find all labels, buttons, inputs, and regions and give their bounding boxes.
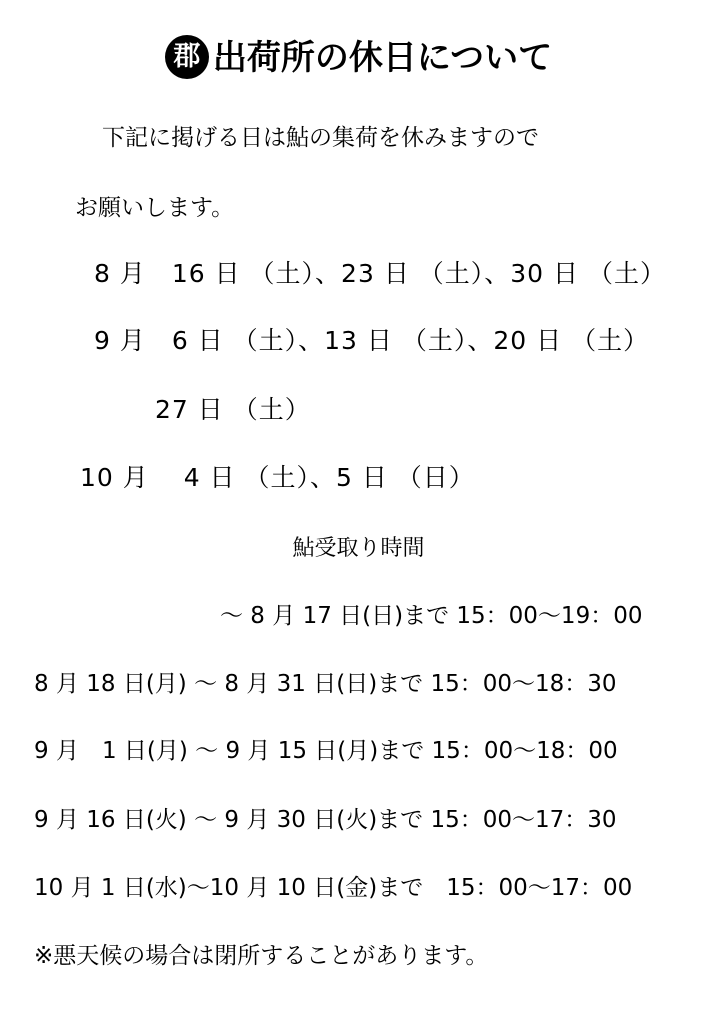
page-title-text: 出荷所の休日について bbox=[212, 38, 553, 78]
intro-line-2: お願いします。 bbox=[75, 195, 235, 221]
holiday-row-september: 9 月 6 日 （土）、13 日 （土）、20 日 （土） bbox=[94, 326, 650, 355]
weather-closure-note: ※悪天候の場合は閉所することがあります。 bbox=[34, 943, 489, 969]
pickup-schedule-row: 9 月 1 日(月) ～ 9 月 15 日(月)まで 15：00～18：00 bbox=[34, 738, 618, 764]
holiday-row-september-continued: 27 日 （土） bbox=[155, 395, 311, 424]
page-title bbox=[0, 30, 717, 86]
intro-line-1: 下記に掲げる日は鮎の集荷を休みますので bbox=[102, 125, 539, 151]
pickup-schedule-row: 9 月 16 日(火) ～ 9 月 30 日(火)まで 15：00～17：30 bbox=[34, 807, 617, 833]
seal-logo: 郡 bbox=[165, 35, 209, 79]
holiday-row-august: 8 月 16 日 （土）、23 日 （土）、30 日 （土） bbox=[94, 259, 666, 288]
pickup-schedule-row: 8 月 18 日(月) ～ 8 月 31 日(日)まで 15：00～18：30 bbox=[34, 671, 617, 697]
pickup-schedule-row: ～ 8 月 17 日(日)まで 15：00～19：00 bbox=[220, 603, 643, 629]
pickup-schedule-row: 10 月 1 日(水)～10 月 10 日(金)まで 15：00～17：00 bbox=[34, 875, 633, 901]
pickup-time-heading: 鮎受取り時間 bbox=[292, 536, 425, 561]
holiday-row-october: 10 月 4 日 （土）、5 日 （日） bbox=[80, 463, 475, 492]
